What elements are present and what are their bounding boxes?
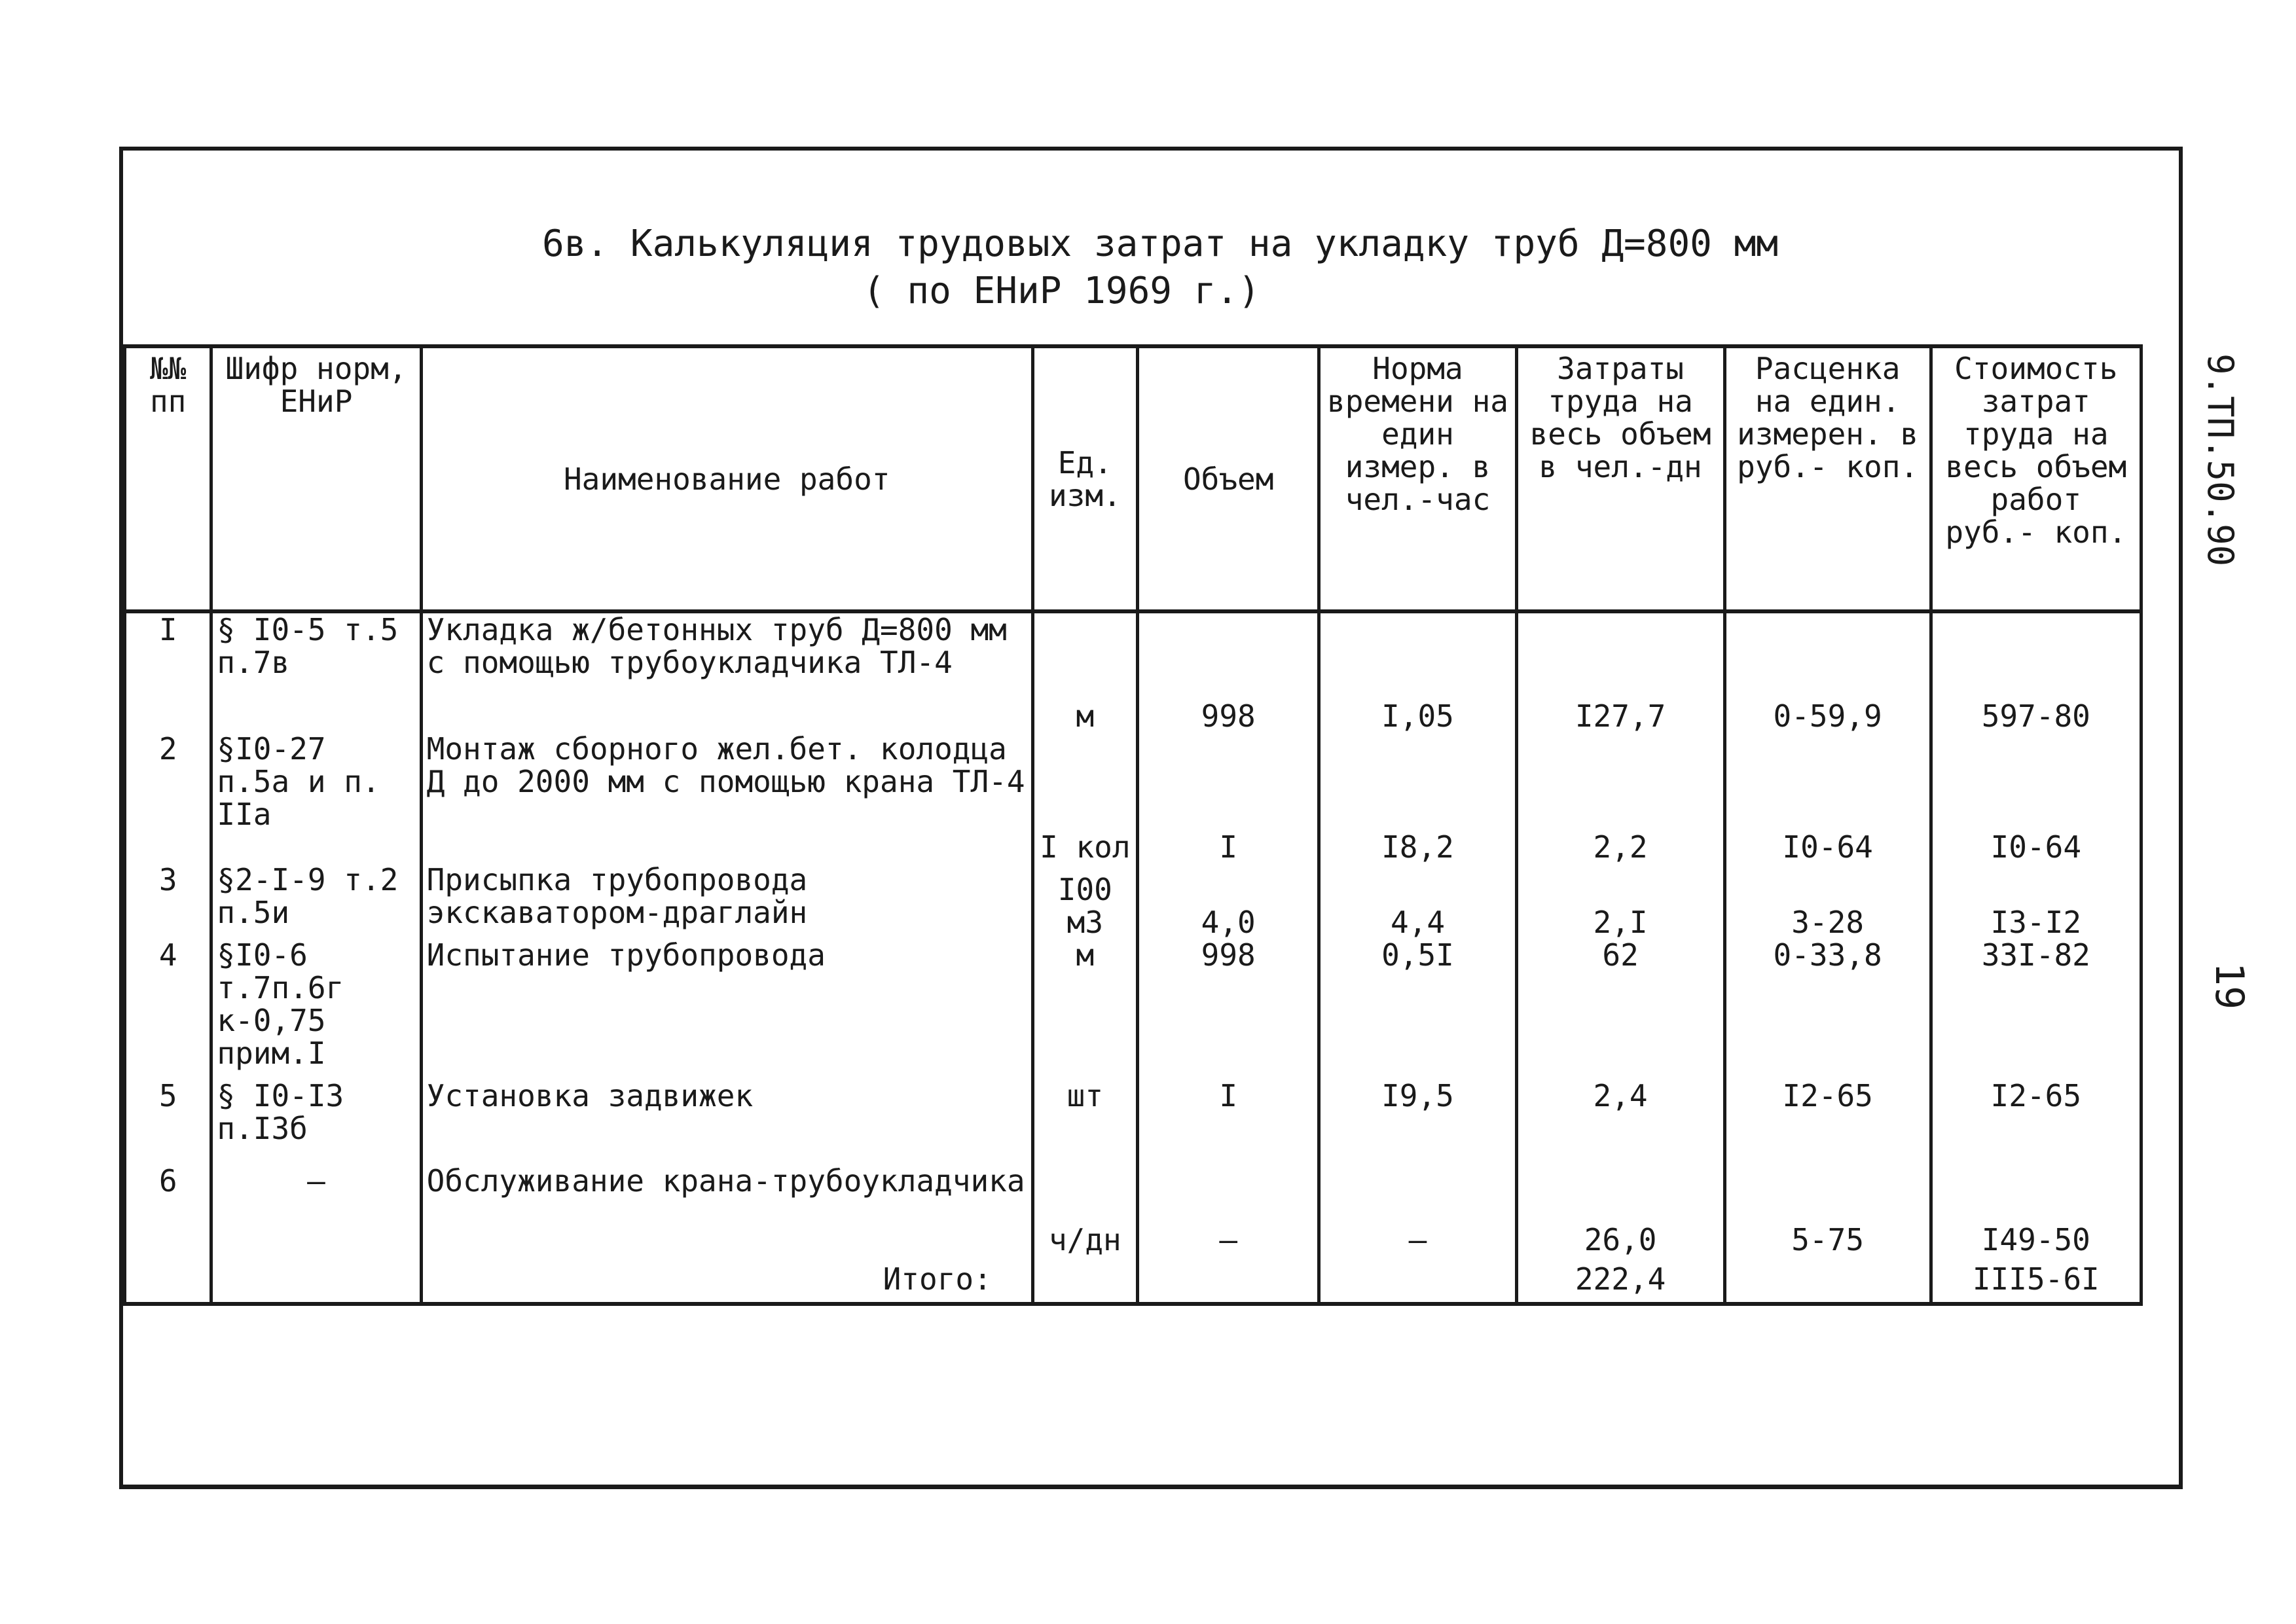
row-unit: м xyxy=(1032,611,1137,732)
row-num: 3 xyxy=(125,863,211,939)
row-unit: м xyxy=(1032,939,1137,1079)
table-header-row xyxy=(125,346,2141,611)
row-labor: 62 xyxy=(1516,939,1724,1079)
row-unit: I кол xyxy=(1032,732,1137,863)
row-norm: I9,5 xyxy=(1319,1079,1516,1164)
row-rate: 0-59,9 xyxy=(1724,611,1931,732)
row-volume: I xyxy=(1137,732,1319,863)
table-row xyxy=(125,863,2141,939)
row-cost: I2-65 xyxy=(1931,1079,2141,1164)
header-num: №№ пп xyxy=(125,346,211,611)
total-empty-unit xyxy=(1032,1256,1137,1304)
total-label: Итого: xyxy=(421,1256,1032,1304)
row-work: Установка задвижек xyxy=(421,1079,1032,1164)
row-code: – xyxy=(211,1164,421,1256)
row-unit: шт xyxy=(1032,1079,1137,1164)
row-work: Укладка ж/бетонных труб Д=800 мм с помощью трубоукладчика ТЛ-4 xyxy=(421,611,1032,732)
total-empty-volume xyxy=(1137,1256,1319,1304)
row-rate: I0-64 xyxy=(1724,732,1931,863)
row-num: 5 xyxy=(125,1079,211,1164)
header-work: Наименование работ xyxy=(421,346,1032,611)
document-title: 6в. Калькуляция трудовых затрат на укладку труб Д=800 мм xyxy=(542,223,1779,265)
row-labor: 26,0 xyxy=(1516,1164,1724,1256)
row-code: §2-I-9 т.2 п.5и xyxy=(211,863,421,939)
row-num: 6 xyxy=(125,1164,211,1256)
row-code: §I0-6 т.7п.6г к-0,75 прим.I xyxy=(211,939,421,1079)
row-num: I xyxy=(125,611,211,732)
row-num: 2 xyxy=(125,732,211,863)
row-labor: I27,7 xyxy=(1516,611,1724,732)
document-frame xyxy=(119,147,2252,1489)
row-num: 4 xyxy=(125,939,211,1079)
total-empty-code xyxy=(211,1256,421,1304)
header-cost: Стоимость затрат труда на весь объем работ руб.- коп. xyxy=(1931,346,2141,611)
row-rate: I2-65 xyxy=(1724,1079,1931,1164)
total-row xyxy=(125,1256,2141,1304)
row-volume: – xyxy=(1137,1164,1319,1256)
total-cost: III5-6I xyxy=(1931,1256,2141,1304)
calculation-table xyxy=(123,344,2143,1306)
total-labor: 222,4 xyxy=(1516,1256,1724,1304)
header-labor: Затраты труда на весь объем в чел.-дн xyxy=(1516,346,1724,611)
row-norm: 0,5I xyxy=(1319,939,1516,1079)
row-rate: 0-33,8 xyxy=(1724,939,1931,1079)
row-norm: I,05 xyxy=(1319,611,1516,732)
table-row xyxy=(125,939,2141,1079)
row-work: Присыпка трубопровода экскаватором-драглайн xyxy=(421,863,1032,939)
row-labor: 2,2 xyxy=(1516,732,1724,863)
row-rate: 5-75 xyxy=(1724,1164,1931,1256)
table-row xyxy=(125,732,2141,863)
row-cost: I49-50 xyxy=(1931,1164,2141,1256)
row-cost: I0-64 xyxy=(1931,732,2141,863)
row-volume: I xyxy=(1137,1079,1319,1164)
row-work: Монтаж сборного жел.бет. колодца Д до 2000 мм с помощью крана ТЛ-4 xyxy=(421,732,1032,863)
table-row xyxy=(125,611,2141,732)
row-norm: I8,2 xyxy=(1319,732,1516,863)
row-volume: 998 xyxy=(1137,611,1319,732)
row-cost: 597-80 xyxy=(1931,611,2141,732)
total-empty-norm xyxy=(1319,1256,1516,1304)
header-norm: Норма времени на един измер. в чел.-час xyxy=(1319,346,1516,611)
row-unit: I00 м3 xyxy=(1032,863,1137,939)
total-empty-num xyxy=(125,1256,211,1304)
header-code: Шифр норм, ЕНиР xyxy=(211,346,421,611)
row-work: Испытание трубопровода xyxy=(421,939,1032,1079)
row-volume: 998 xyxy=(1137,939,1319,1079)
side-code: 9.ТП.50.90 xyxy=(2200,353,2241,567)
row-unit: ч/дн xyxy=(1032,1164,1137,1256)
document-subtitle: ( по ЕНиР 1969 г.) xyxy=(863,270,1260,312)
row-labor: 2,4 xyxy=(1516,1079,1724,1164)
row-cost: I3-I2 xyxy=(1931,863,2141,939)
page-number: 19 xyxy=(2206,962,2252,1010)
row-norm: 4,4 xyxy=(1319,863,1516,939)
row-norm: – xyxy=(1319,1164,1516,1256)
row-work: Обслуживание крана-трубоукладчика xyxy=(421,1164,1032,1256)
header-unit: Ед. изм. xyxy=(1032,346,1137,611)
header-rate: Расценка на един. измерен. в руб.- коп. xyxy=(1724,346,1931,611)
header-volume: Объем xyxy=(1137,346,1319,611)
row-code: § I0-5 т.5 п.7в xyxy=(211,611,421,732)
row-code: §I0-27 п.5а и п. IIа xyxy=(211,732,421,863)
table-row xyxy=(125,1079,2141,1164)
row-volume: 4,0 xyxy=(1137,863,1319,939)
row-rate: 3-28 xyxy=(1724,863,1931,939)
row-cost: 33I-82 xyxy=(1931,939,2141,1079)
row-labor: 2,I xyxy=(1516,863,1724,939)
row-code: § I0-I3 п.I3б xyxy=(211,1079,421,1164)
total-empty-rate xyxy=(1724,1256,1931,1304)
table-row xyxy=(125,1164,2141,1256)
